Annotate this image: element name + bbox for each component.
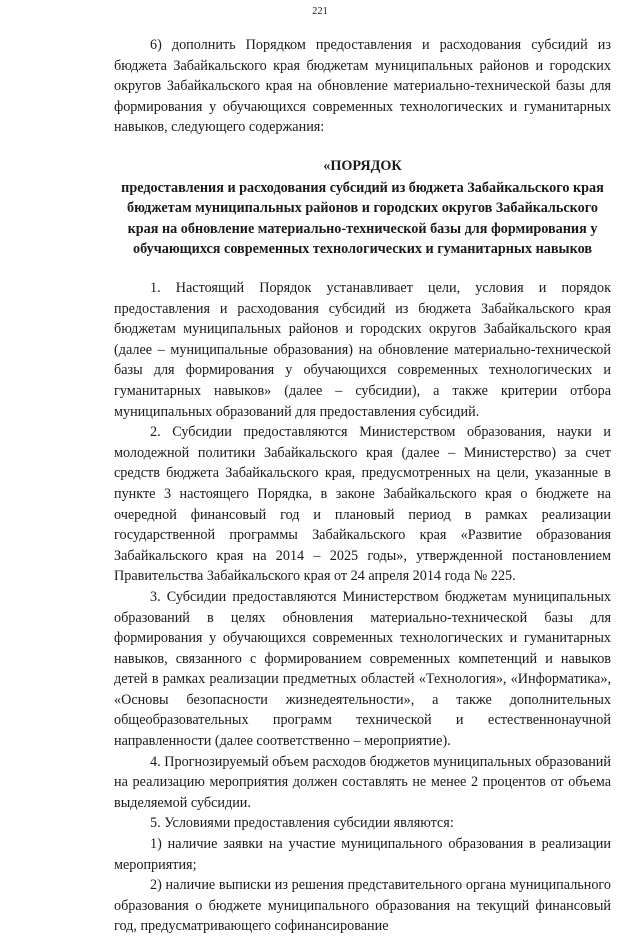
paragraph-3: 3. Субсидии предоставляются Министерством бюджетам муниципальных образований в целях обновления материально-технической базы для формирования у обучающихся современных технологических и гуманитарных навыков, связанного с формированием современных компетенций и навыков детей в рамках реализации предметных областей «Технология», «Информатика», «Основы безопасности жизнедеятельности», а также дополнительных общеобразовательных программ технической и естественнонаучной направленности (далее соответственно – мероприятие). [114,588,611,750]
page-number: 221 [312,6,328,17]
paragraph-5: 5. Условиями предоставления субсидии являются: [150,815,454,832]
intro-text: 6) дополнить Порядком предоставления и расходования субсидий из бюджета Забайкальского края бюджетам муниципальных районов и городских округов Забайкальского края на обновление материально-технической базы для формирования у обучающихся современных технологических и гуманитарных навыков, следующего содержания: [114,37,611,136]
list-item-1: 1) наличие заявки на участие муниципального образования в реализации мероприятия; [114,836,611,873]
title-heading: «ПОРЯДОК [323,158,402,174]
document-body [114,278,611,937]
paragraph-2: 2. Субсидии предоставляются Министерством образования, науки и молодежной политики Забайкальского края (далее – Министерство) за счет средств бюджета Забайкальского края, предусмотренных на цели, указанные в пункте 3 настоящего Порядка, в законе Забайкальского края о бюджете на очередной финансовый год и плановый период в рамках реализации государственной программы Забайкальского края «Развитие образования Забайкальского края на 2014 – 2025 годы», утвержденной постановлением Правительства Забайкальского края от 24 апреля 2014 года № 225. [114,424,611,585]
paragraph-4: 4. Прогнозируемый объем расходов бюджетов муниципальных образований на реализацию мероприятия должен составлять не менее 2 процентов от объема выделяемой субсидии. [114,753,611,811]
list-item-2: 2) наличие выписки из решения представительного органа муниципального образования о бюджете муниципального образования на текущий финансовый год, предусматривающего софинансирование [114,877,611,935]
document-title [114,156,611,260]
intro-paragraph [114,35,611,138]
title-subheading: предоставления и расходования субсидий из бюджета Забайкальского края бюджетам муниципальных районов и городских округов Забайкальского края на обновление материально-технической базы для формирования у обучающихся современных технологических и гуманитарных навыков [121,179,604,258]
paragraph-1: 1. Настоящий Порядок устанавливает цели, условия и порядок предоставления и расходования субсидий из бюджета Забайкальского края бюджетам муниципальных районов и городских округов Забайкальского края (далее – муниципальные образования) на обновление материально-технической базы для формирования у обучающихся современных технологических и гуманитарных навыков» (далее – субсидии), а также критерии отбора муниципальных образований для предоставления субсидий. [114,280,611,420]
